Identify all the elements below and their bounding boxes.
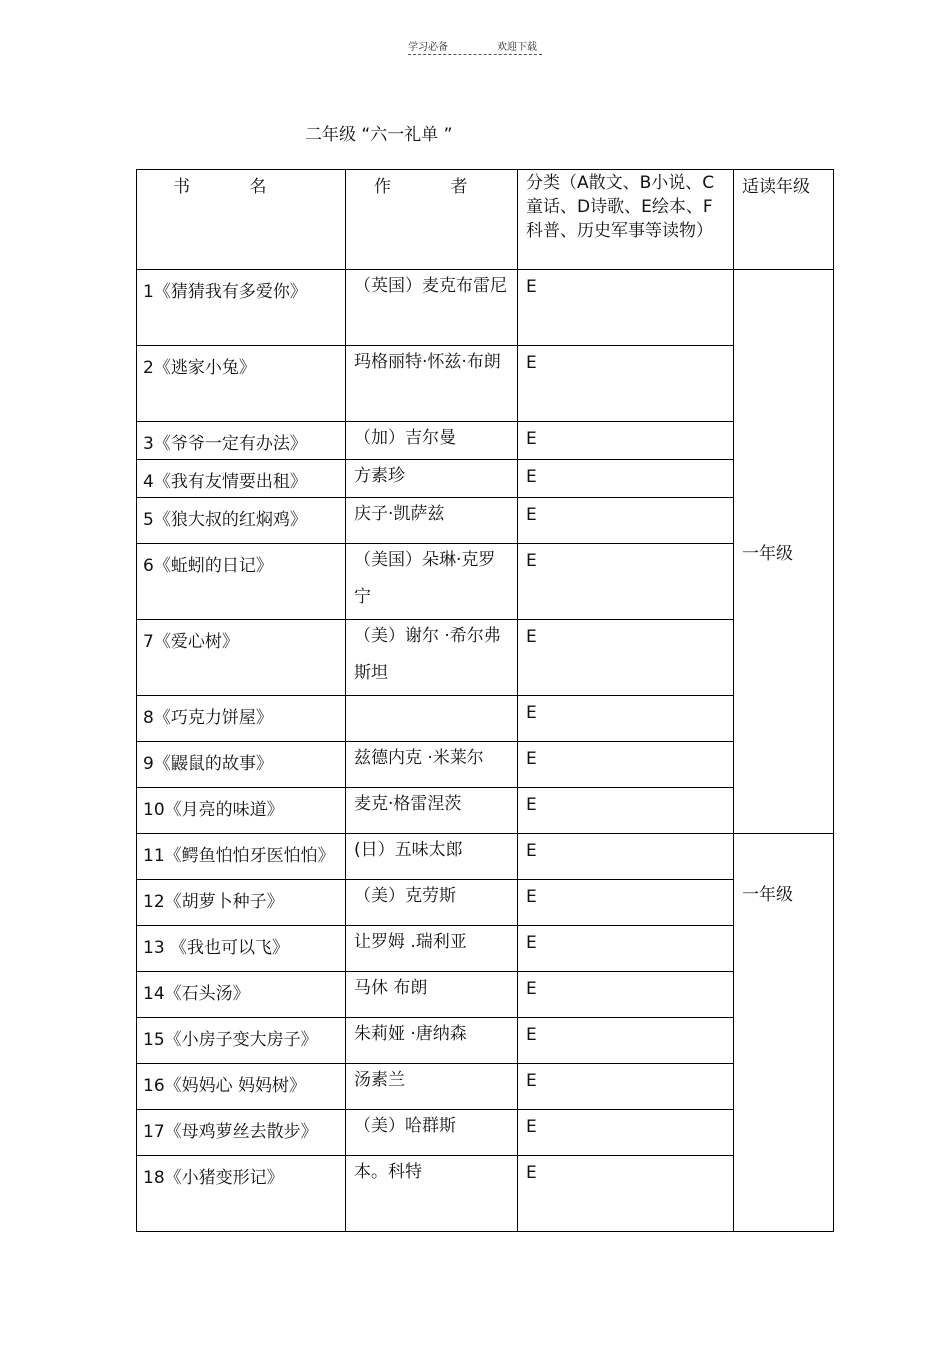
table-row <box>137 270 834 346</box>
author-cell: 方素珍 <box>346 460 518 498</box>
author-cell: （美）克劳斯 <box>346 880 518 926</box>
category-cell: E <box>518 742 734 788</box>
table-row <box>137 422 834 460</box>
book-name-cell: 18《小猪变形记》 <box>137 1156 346 1232</box>
category-cell: E <box>518 422 734 460</box>
book-name-cell: 2《逃家小兔》 <box>137 346 346 422</box>
author-cell: （美国）朵琳·克罗宁 <box>346 544 518 620</box>
category-cell: E <box>518 498 734 544</box>
book-name-cell: 10《月亮的味道》 <box>137 788 346 834</box>
author-cell: （美）谢尔 ·希尔弗斯坦 <box>346 620 518 696</box>
author-cell: 本。科特 <box>346 1156 518 1232</box>
category-cell: E <box>518 880 734 926</box>
author-cell: 朱莉娅 ·唐纳森 <box>346 1018 518 1064</box>
book-name-cell: 7《爱心树》 <box>137 620 346 696</box>
book-name-cell: 1《猜猜我有多爱你》 <box>137 270 346 346</box>
book-name-cell: 14《石头汤》 <box>137 972 346 1018</box>
header-right-text: 欢迎下载 <box>497 42 537 53</box>
grade-cell: 一年级 <box>734 270 834 834</box>
category-cell: E <box>518 346 734 422</box>
book-name-cell: 12《胡萝卜种子》 <box>137 880 346 926</box>
header-divider <box>408 54 542 55</box>
category-cell: E <box>518 1110 734 1156</box>
book-name-cell: 6《蚯蚓的日记》 <box>137 544 346 620</box>
book-name-cell: 13 《我也可以飞》 <box>137 926 346 972</box>
author-cell <box>346 696 518 742</box>
author-cell: （美）哈群斯 <box>346 1110 518 1156</box>
category-cell: E <box>518 1156 734 1232</box>
table-row <box>137 834 834 880</box>
table-row <box>137 620 834 696</box>
table-row <box>137 1064 834 1110</box>
book-name-cell: 4《我有友情要出租》 <box>137 460 346 498</box>
column-header-author: 作 者 <box>346 170 518 270</box>
table-row <box>137 1110 834 1156</box>
category-cell: E <box>518 620 734 696</box>
book-list-table <box>136 169 834 1232</box>
column-header-category: 分类（A散文、B小说、C童话、D诗歌、E绘本、F 科普、历史军事等读物） <box>518 170 734 270</box>
table-row <box>137 1156 834 1232</box>
table-row <box>137 742 834 788</box>
book-name-cell: 5《狼大叔的红焖鸡》 <box>137 498 346 544</box>
author-cell: 汤素兰 <box>346 1064 518 1110</box>
book-name-cell: 11《鳄鱼怕怕牙医怕怕》 <box>137 834 346 880</box>
category-cell: E <box>518 972 734 1018</box>
author-cell: 庆子·凯萨兹 <box>346 498 518 544</box>
table-row <box>137 1018 834 1064</box>
page-title: 二年级 “六一礼单 ” <box>305 125 453 145</box>
author-cell: （加）吉尔曼 <box>346 422 518 460</box>
table-row <box>137 544 834 620</box>
author-cell: 麦克·格雷涅茨 <box>346 788 518 834</box>
table-row <box>137 972 834 1018</box>
column-header-name: 书 名 <box>137 170 346 270</box>
category-cell: E <box>518 788 734 834</box>
table-row <box>137 926 834 972</box>
book-name-cell: 9《鼹鼠的故事》 <box>137 742 346 788</box>
table-row <box>137 696 834 742</box>
table-row <box>137 498 834 544</box>
category-cell: E <box>518 834 734 880</box>
category-cell: E <box>518 926 734 972</box>
book-name-cell: 3《爷爷一定有办法》 <box>137 422 346 460</box>
book-name-cell: 15《小房子变大房子》 <box>137 1018 346 1064</box>
table-row <box>137 880 834 926</box>
grade-cell: 一年级 <box>734 834 834 1232</box>
table-row <box>137 460 834 498</box>
book-name-cell: 16《妈妈心 妈妈树》 <box>137 1064 346 1110</box>
author-cell: (日）五味太郎 <box>346 834 518 880</box>
table-row <box>137 788 834 834</box>
header-left-text: 学习必备 <box>408 42 448 53</box>
category-cell: E <box>518 696 734 742</box>
category-cell: E <box>518 1018 734 1064</box>
category-cell: E <box>518 460 734 498</box>
book-name-cell: 8《巧克力饼屋》 <box>137 696 346 742</box>
author-cell: 让罗姆 .瑞利亚 <box>346 926 518 972</box>
author-cell: 马休 布朗 <box>346 972 518 1018</box>
category-cell: E <box>518 270 734 346</box>
author-cell: （英国）麦克布雷尼 <box>346 270 518 346</box>
book-name-cell: 17《母鸡萝丝去散步》 <box>137 1110 346 1156</box>
table-header-row <box>137 170 834 270</box>
category-cell: E <box>518 544 734 620</box>
category-cell: E <box>518 1064 734 1110</box>
author-cell: 玛格丽特·怀兹·布朗 <box>346 346 518 422</box>
table-row <box>137 346 834 422</box>
author-cell: 兹德内克 ·米莱尔 <box>346 742 518 788</box>
column-header-grade: 适读年级 <box>734 170 834 270</box>
